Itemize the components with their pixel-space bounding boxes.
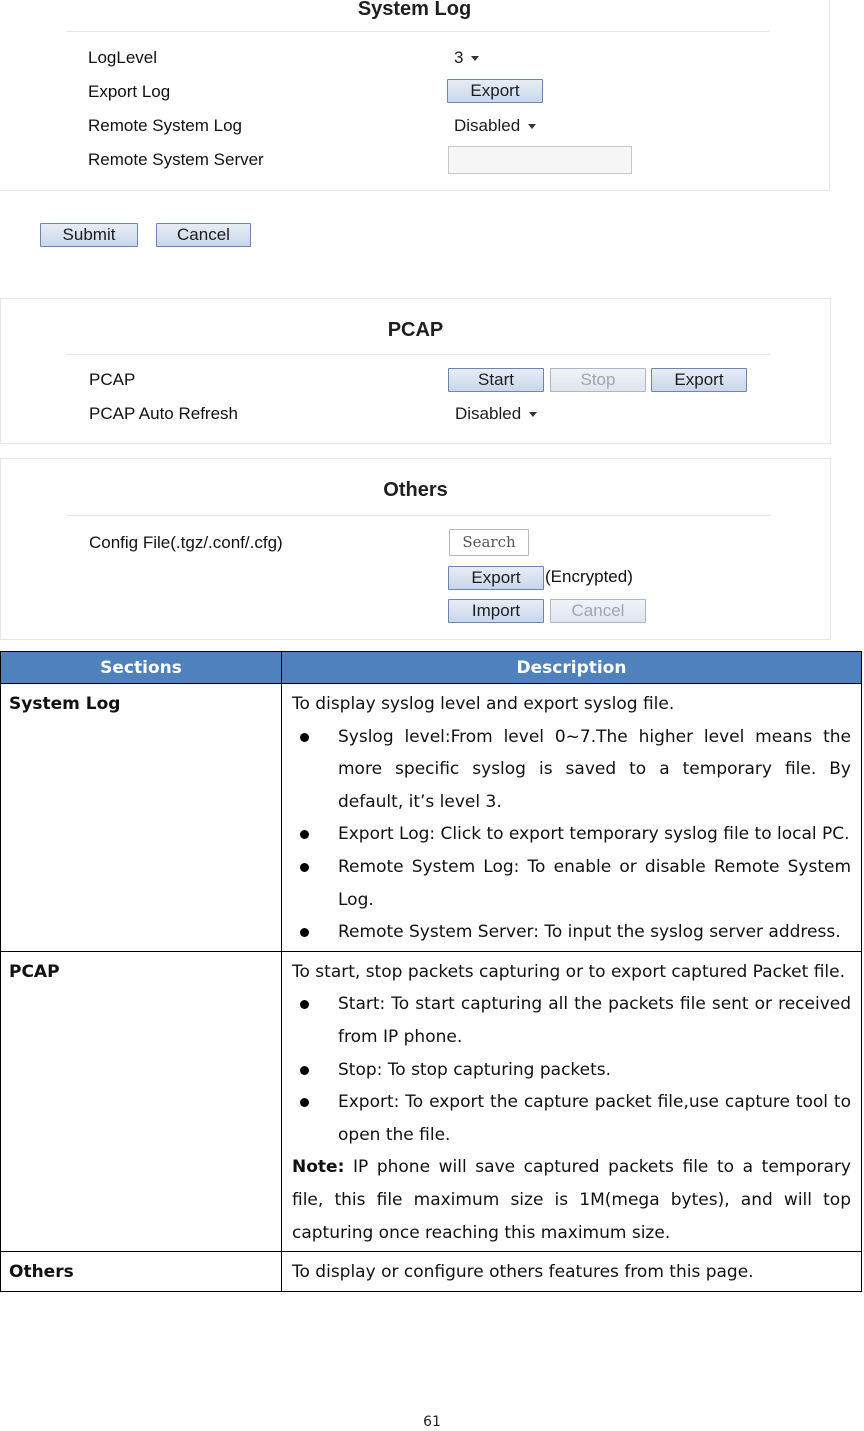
pcap-label: PCAP: [89, 370, 136, 389]
row-section-pcap: PCAP: [1, 951, 282, 1251]
bullet-icon: [300, 863, 309, 872]
row-description: [282, 1252, 862, 1292]
chevron-down-icon: [528, 124, 536, 129]
row-description: [282, 684, 862, 952]
bullet-text: Remote System Server: To input the syslog server address.: [338, 922, 841, 943]
divider: [66, 31, 769, 32]
bullet-item: [292, 1086, 851, 1151]
table-row: [1, 1252, 862, 1292]
row-section-system-log: System Log: [1, 684, 282, 952]
chevron-down-icon: [529, 412, 537, 417]
config-cancel-button[interactable]: Cancel: [550, 599, 646, 623]
system-log-panel: [0, 0, 830, 191]
bullet-item: [292, 851, 851, 916]
config-import-button[interactable]: Import: [448, 599, 544, 623]
others-panel: [0, 458, 831, 640]
remote-system-server-input[interactable]: [448, 146, 632, 174]
page-number: 61: [423, 1414, 441, 1430]
description-intro: To display or configure others features from this page.: [292, 1262, 754, 1283]
divider: [67, 354, 770, 355]
pcap-auto-refresh-select[interactable]: [455, 404, 537, 424]
description-intro: To display syslog level and export syslog file.: [292, 694, 675, 714]
bullet-item: [292, 721, 851, 819]
pcap-export-button[interactable]: Export: [651, 368, 747, 392]
sections-table: [0, 651, 862, 1292]
pcap-auto-refresh-value: Disabled: [455, 404, 522, 423]
row-section-others: Others: [1, 1252, 282, 1292]
remote-system-log-value: Disabled: [454, 116, 521, 135]
bullet-item: [292, 1054, 851, 1087]
log-level-select[interactable]: [454, 48, 479, 68]
pcap-panel: [0, 298, 831, 444]
bullet-item: [292, 988, 851, 1053]
bullet-icon: [300, 733, 309, 742]
encrypted-label: (Encrypted): [545, 567, 633, 586]
bullet-text: Export Log: Click to export temporary syslog file to local PC.: [338, 824, 850, 845]
others-title: Others: [383, 479, 448, 501]
pcap-stop-button[interactable]: Stop: [550, 368, 646, 392]
table-row: [1, 951, 862, 1251]
note-text: IP phone will save captured packets file to a temporary file, this file maximum size is 1M(mega bytes), and will top capturing once reaching this maximum size.: [292, 1157, 851, 1243]
remote-system-log-select[interactable]: [454, 116, 536, 136]
header-description: Description: [282, 652, 862, 684]
export-log-label: Export Log: [88, 82, 171, 101]
bullet-icon: [300, 830, 309, 839]
note-label: Note:: [292, 1157, 345, 1178]
bullet-text: Remote System Log: To enable or disable Remote System Log.: [338, 856, 851, 910]
config-search-button[interactable]: Search: [449, 529, 529, 556]
chevron-down-icon: [471, 56, 479, 61]
config-export-button[interactable]: Export: [448, 566, 544, 590]
remote-system-log-label: Remote System Log: [88, 116, 243, 135]
divider: [67, 515, 770, 516]
note: [292, 1151, 851, 1249]
bullet-item: [292, 818, 851, 851]
bullet-text: Syslog level:From level 0~7.The higher level means the more specific syslog is saved to a temporary file. By default, it’s level 3.: [338, 726, 851, 812]
log-level-value: 3: [454, 48, 464, 67]
bullet-icon: [300, 1066, 309, 1075]
bullet-text: Start: To start capturing all the packets file sent or received from IP phone.: [338, 994, 851, 1047]
log-level-label: LogLevel: [88, 48, 158, 67]
pcap-auto-refresh-label: PCAP Auto Refresh: [89, 404, 238, 423]
table-row: [1, 684, 862, 952]
system-log-title: System Log: [357, 0, 472, 20]
table-header-row: [1, 652, 862, 684]
cancel-button[interactable]: Cancel: [156, 223, 251, 247]
submit-button[interactable]: Submit: [40, 223, 138, 247]
export-log-button[interactable]: Export: [447, 79, 543, 103]
bullet-text: Export: To export the capture packet file,use capture tool to open the file.: [338, 1092, 851, 1145]
bullet-icon: [300, 928, 309, 937]
bullet-text: Stop: To stop capturing packets.: [338, 1059, 612, 1080]
pcap-title: PCAP: [387, 319, 444, 341]
description-intro: To start, stop packets capturing or to export captured Packet file.: [292, 961, 845, 982]
bullet-icon: [300, 1000, 309, 1009]
remote-system-server-label: Remote System Server: [88, 150, 264, 169]
bullet-item: [292, 916, 851, 949]
header-sections: Sections: [1, 652, 282, 684]
config-file-label: Config File(.tgz/.conf/.cfg): [89, 533, 283, 552]
pcap-start-button[interactable]: Start: [448, 368, 544, 392]
row-description: [282, 951, 862, 1251]
bullet-icon: [300, 1098, 309, 1107]
